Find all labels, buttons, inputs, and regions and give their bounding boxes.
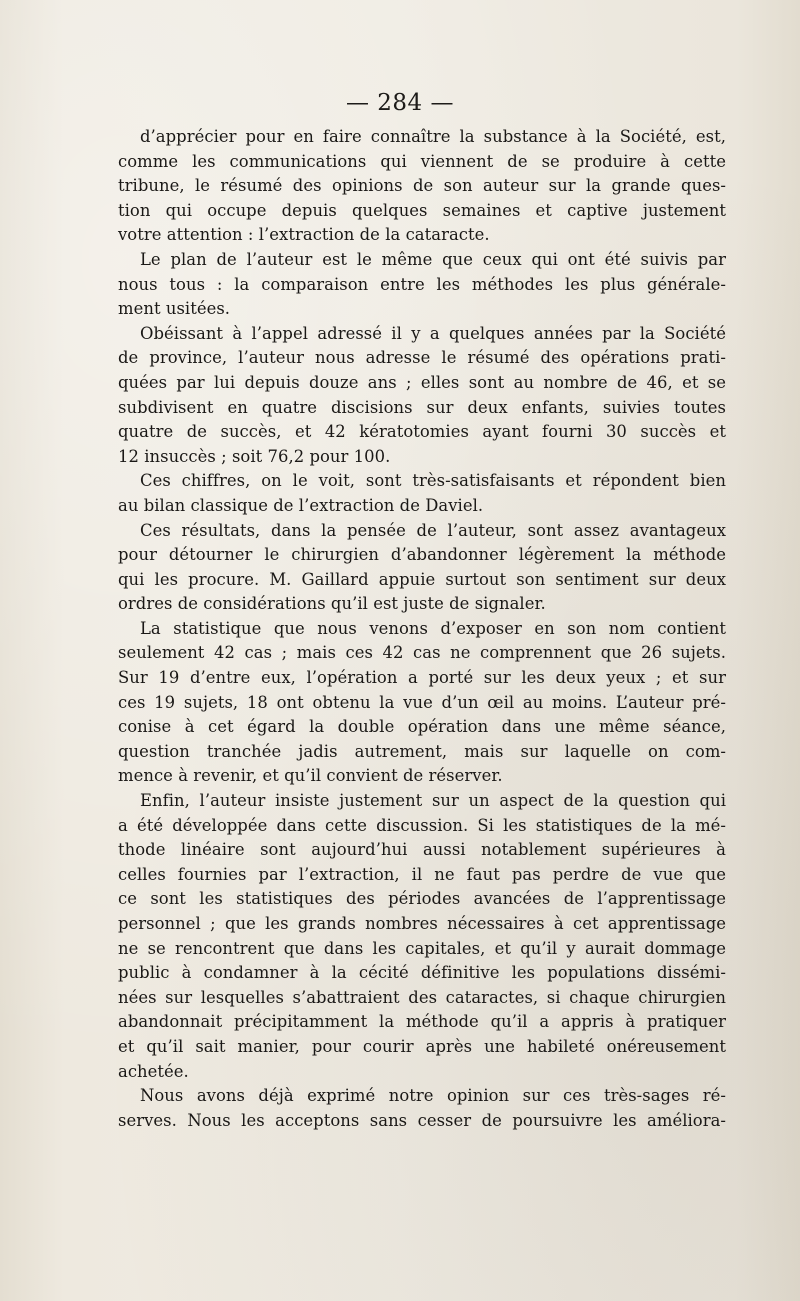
text-line: seulement 42 cas ; mais ces 42 cas ne comprennent que 26 sujets. (118, 643, 726, 663)
text-line: Obéissant à l’appel adressé il y a quelques années par la Société (140, 323, 726, 343)
text-line: ordres de considérations qu’il est juste de signaler. (118, 594, 546, 614)
text-line: quées par lui depuis douze ans ; elles sont au nombre de 46, et se (118, 372, 726, 392)
text-line: Ces chiffres, on le voit, sont très-satisfaisants et répondent bien (140, 471, 726, 491)
text-line: personnel ; que les grands nombres nécessaires à cet apprentissage (118, 914, 726, 933)
text-line: public à condamner à la cécité définitive les populations dissémi- (118, 963, 726, 983)
text-line: ces 19 sujets, 18 ont obtenu la vue d’un œil au moins. L’auteur pré- (118, 692, 726, 712)
text-line: votre attention : l’extraction de la cataracte. (118, 225, 490, 245)
text-line: pour détourner le chirurgien d’abandonner légèrement la méthode (118, 545, 726, 565)
paragraph-7 (118, 789, 726, 1084)
paragraph-1 (118, 125, 726, 248)
text-line: Nous avons déjà exprimé notre opinion sur ces très-sages ré- (140, 1086, 726, 1106)
text-line: conise à cet égard la double opération dans une même séance, (118, 717, 726, 737)
text-line: tion qui occupe depuis quelques semaines et captive justement (118, 200, 726, 220)
text-line: de province, l’auteur nous adresse le résumé des opérations prati- (118, 348, 726, 368)
text-line: mence à revenir, et qu’il convient de réserver. (118, 766, 503, 786)
paragraph-3 (118, 322, 726, 470)
text-line: Ces résultats, dans la pensée de l’auteur, sont assez avantageux (140, 520, 726, 540)
text-line: qui les procure. M. Gaillard appuie surtout son sentiment sur deux (118, 569, 726, 589)
text-line: celles fournies par l’extraction, il ne faut pas perdre de vue que (118, 864, 726, 884)
text-line: nous tous : la comparaison entre les méthodes les plus générale- (118, 274, 726, 294)
text-line: a été développée dans cette discussion. Si les statistiques de la mé- (118, 815, 726, 835)
text-line: ment usitées. (118, 299, 231, 319)
paragraph-4 (118, 469, 726, 518)
text-line: quatre de succès, et 42 kératotomies ayant fourni 30 succès et (118, 422, 726, 442)
text-line: question tranchée jadis autrement, mais sur laquelle on com- (118, 741, 726, 761)
text-line: ne se rencontrent que dans les capitales, et qu’il y aurait dommage (118, 938, 726, 958)
text-line: La statistique que nous venons d’exposer en son nom contient (140, 618, 726, 638)
text-line: ce sont les statistiques des périodes avancées de l’apprentissage (118, 889, 726, 909)
text-line: thode linéaire sont aujourd’hui aussi notablement supérieures à (118, 840, 726, 860)
text-line: 12 insuccès ; soit 76,2 pour 100. (118, 446, 391, 466)
text-line: achetée. (118, 1061, 189, 1081)
text-line: subdivisent en quatre discisions sur deux enfants, suivies toutes (118, 397, 726, 417)
text-line: d’apprécier pour en faire connaître la substance à la Société, est, (140, 127, 726, 146)
text-line: comme les communications qui viennent de se produire à cette (118, 151, 726, 171)
text-line: et qu’il sait manier, pour courir après une habileté onéreusement (118, 1036, 726, 1056)
body-text (118, 125, 726, 1133)
paragraph-8 (118, 1084, 726, 1133)
text-line: nées sur lesquelles s’abattraient des cataractes, si chaque chirurgien (118, 987, 726, 1007)
text-line: Enfin, l’auteur insiste justement sur un aspect de la question qui (140, 791, 726, 811)
page-number: — 284 — (345, 90, 455, 116)
text-line: au bilan classique de l’extraction de Daviel. (118, 495, 484, 515)
text-line: abandonnait précipitamment la méthode qu’il a appris à pratiquer (118, 1012, 726, 1032)
paragraph-2 (118, 248, 726, 322)
text-line: Sur 19 d’entre eux, l’opération a porté sur les deux yeux ; et sur (118, 668, 726, 688)
text-line: serves. Nous les acceptons sans cesser de poursuivre les améliora- (118, 1110, 726, 1130)
paragraph-5 (118, 519, 726, 617)
text-line: tribune, le résumé des opinions de son auteur sur la grande ques- (118, 176, 726, 196)
paragraph-6 (118, 617, 726, 789)
text-line: Le plan de l’auteur est le même que ceux qui ont été suivis par (140, 249, 726, 269)
